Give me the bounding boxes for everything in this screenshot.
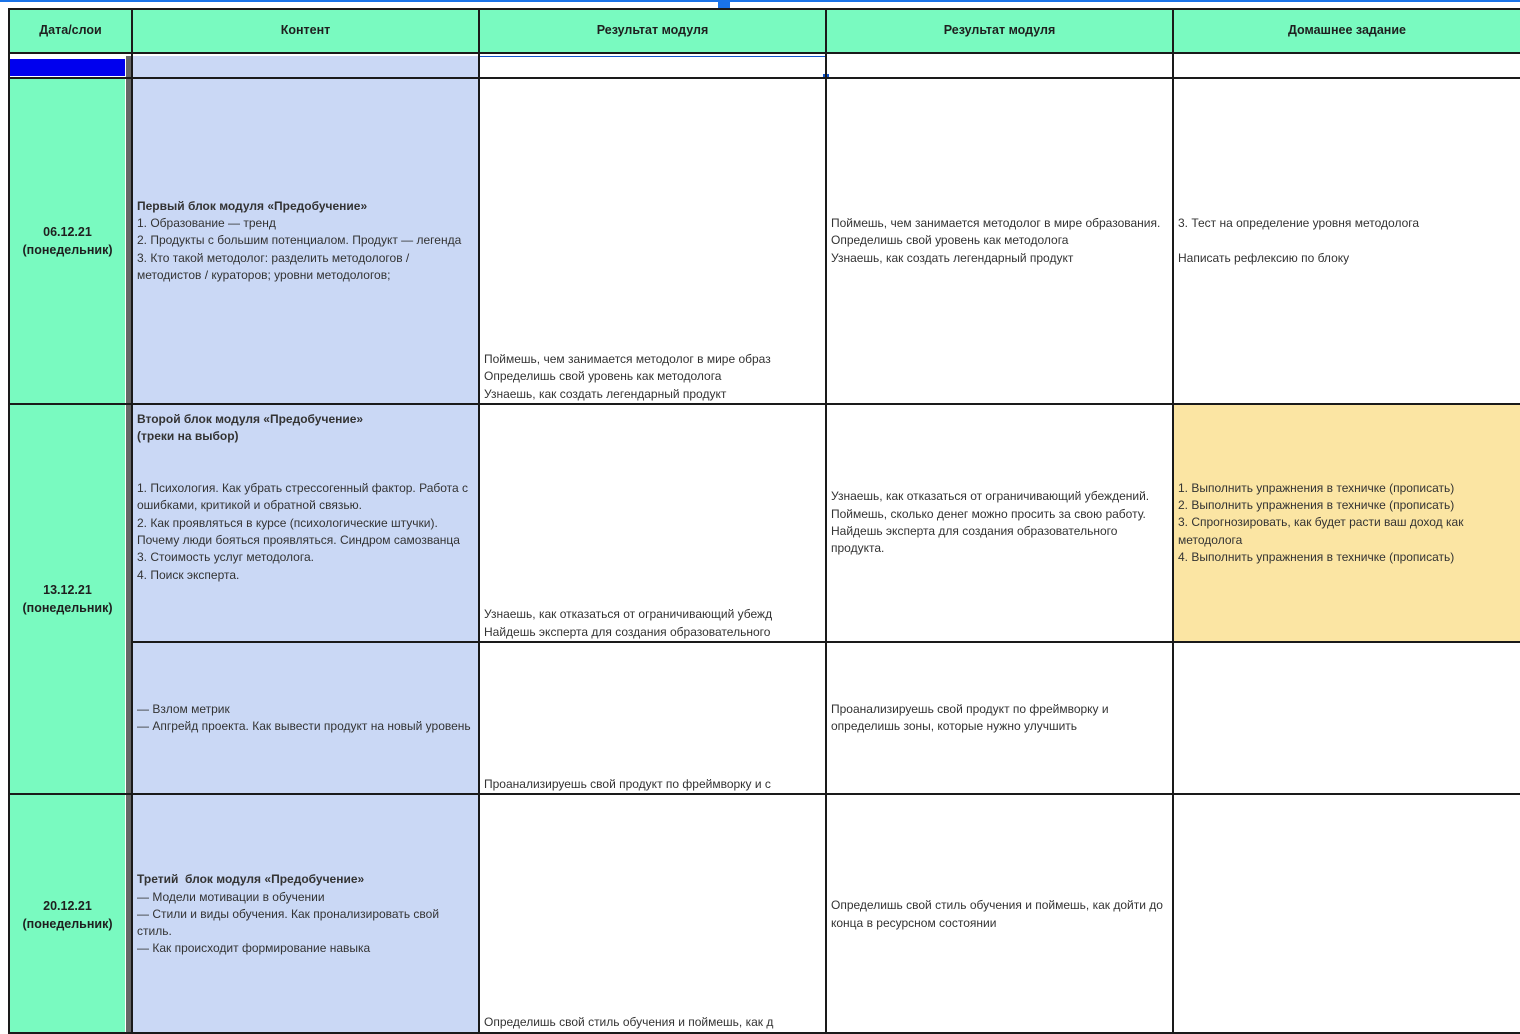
content-blank-line <box>137 463 474 480</box>
result-b-line: Узнаешь, как отказаться от ограничивающий убеждений. Поймешь, сколько денег можно просить за свою работу. <box>831 489 1153 521</box>
result-a-cell[interactable] <box>480 795 825 1034</box>
content-title: Первый блок модуля «Предобучение» <box>137 198 368 213</box>
content-line: 3. Кто такой методолог: разделить методологов / методистов / кураторов; уровни методологов; <box>137 250 413 282</box>
content-line: — Как происходит формирование навыка <box>137 941 371 956</box>
content-blank-line <box>137 446 474 463</box>
homework-line: 3. Тест на определение уровня методолога <box>1178 216 1420 231</box>
result-a-line: Проанализируешь свой продукт по фреймворку и с <box>484 776 771 791</box>
result-a-line: Определишь свой уровень как методолога <box>484 369 722 384</box>
top-selection-border <box>0 0 1520 2</box>
homework-line: 1. Выполнить упражнения в техничке (прописать) <box>1178 480 1455 495</box>
result-a-line: Узнаешь, как отказаться от ограничивающий убежд <box>484 607 773 622</box>
homework-line: 4. Выполнить упражнения в техничке (прописать) <box>1178 549 1455 564</box>
date-cell[interactable] <box>10 79 125 403</box>
header-content[interactable]: Контент <box>133 10 478 52</box>
grid-line <box>133 641 1520 643</box>
content-cell[interactable] <box>133 643 478 793</box>
homework-cell[interactable] <box>1174 643 1520 793</box>
homework-cell[interactable] <box>1174 795 1520 1034</box>
grid-line <box>478 8 480 1034</box>
content-line: 2. Как проявляться в курсе (психологические штучки). Почему люди бояться проявляться. Синдром самозванца <box>137 515 460 548</box>
active-cell-outline[interactable] <box>479 56 826 78</box>
content-cell[interactable] <box>133 405 478 641</box>
grid-line <box>825 8 827 1034</box>
content-title: Третий блок модуля «Предобучение» <box>137 872 365 887</box>
result-a-line: Найдешь эксперта для создания образовательного <box>484 624 771 639</box>
date-value: 20.12.21 <box>43 898 92 913</box>
date-value: 06.12.21 <box>43 225 92 239</box>
result-b-cell[interactable] <box>827 405 1172 641</box>
homework-cell[interactable] <box>1174 79 1520 403</box>
result-b-line: Определишь свой стиль обучения и поймешь, как дойти до конца в ресурсном состоянии <box>831 898 1167 930</box>
homework-blank-line <box>1178 232 1516 249</box>
result-b-line: Узнаешь, как создать легендарный продукт <box>831 250 1074 265</box>
header-date[interactable]: Дата/слои <box>10 10 131 52</box>
content-line: — Модели мотивации в обучении <box>137 889 325 904</box>
grid-line <box>8 52 1520 54</box>
content-line: 4. Поиск эксперта. <box>137 567 240 582</box>
result-a-line: Узнаешь, как создать легендарный продукт <box>484 386 727 401</box>
content-line: 1. Психология. Как убрать стрессогенный фактор. Работа с ошибками, критикой и обратной связью. <box>137 481 472 513</box>
result-a-line: Поймешь, чем занимается методолог в мире образ <box>484 352 771 367</box>
result-a-cell[interactable] <box>480 79 825 403</box>
grid-line <box>8 403 1520 405</box>
content-line: 1. Образование — тренд <box>137 216 276 231</box>
content-line: 3. Стоимость услуг методолога. <box>137 550 314 565</box>
result-b-line: Проанализируешь свой продукт по фреймворку и определишь зоны, которые нужно улучшить <box>831 701 1112 733</box>
day-value: (понедельник) <box>22 243 113 257</box>
day-value: (понедельник) <box>22 601 113 615</box>
grid-line <box>8 8 1520 10</box>
homework-line: 2. Выполнить упражнения в техничке (прописать) <box>1178 498 1455 513</box>
content-line: — Апгрейд проекта. Как вывести продукт на новый уровень <box>137 719 471 733</box>
grid-line <box>8 793 1520 795</box>
frozen-row-marker <box>10 59 125 76</box>
date-cell[interactable] <box>10 405 125 793</box>
grid-line <box>8 77 1520 79</box>
header-homework[interactable]: Домашнее задание <box>1174 10 1520 52</box>
grid-line <box>8 8 10 1034</box>
header-result-a[interactable]: Результат модуля <box>480 10 825 52</box>
result-b-cell[interactable] <box>827 795 1172 1034</box>
homework-line: Написать рефлексию по блоку <box>1178 250 1350 265</box>
selection-handle[interactable] <box>718 0 730 8</box>
content-cell[interactable] <box>133 79 478 403</box>
result-b-line: Найдешь эксперта для создания образовательного продукта. <box>831 524 1121 556</box>
frozen-row-cell-content[interactable] <box>133 56 478 78</box>
result-a-cell[interactable] <box>480 405 825 641</box>
result-a-cell[interactable] <box>480 643 825 793</box>
homework-line: 3. Спрогнозировать, как будет расти ваш доход как методолога <box>1178 515 1467 547</box>
result-b-line: Определишь свой уровень как методолога <box>831 233 1069 248</box>
result-a-line: Определишь свой стиль обучения и поймешь, как д <box>484 1014 774 1029</box>
date-cell[interactable] <box>10 795 125 1034</box>
result-b-cell[interactable] <box>827 643 1172 793</box>
content-title: Второй блок модуля «Предобучение» (треки на выбор) <box>137 412 364 444</box>
content-cell[interactable] <box>133 795 478 1034</box>
result-b-cell[interactable] <box>827 79 1172 403</box>
grid-line <box>8 1032 1520 1034</box>
header-result-b[interactable]: Результат модуля <box>827 10 1172 52</box>
content-line: — Стили и виды обучения. Как пронализировать свой стиль. <box>137 906 443 939</box>
day-value: (понедельник) <box>22 916 113 931</box>
date-value: 13.12.21 <box>43 583 92 597</box>
content-line: 2. Продукты с большим потенциалом. Продукт — легенда <box>137 233 462 248</box>
grid-line <box>131 8 133 1034</box>
content-line: — Взлом метрик <box>137 701 230 716</box>
homework-cell-highlighted[interactable] <box>1174 405 1520 641</box>
grid-line <box>1172 8 1174 1034</box>
result-b-line: Поймешь, чем занимается методолог в мире образования. <box>831 216 1161 231</box>
